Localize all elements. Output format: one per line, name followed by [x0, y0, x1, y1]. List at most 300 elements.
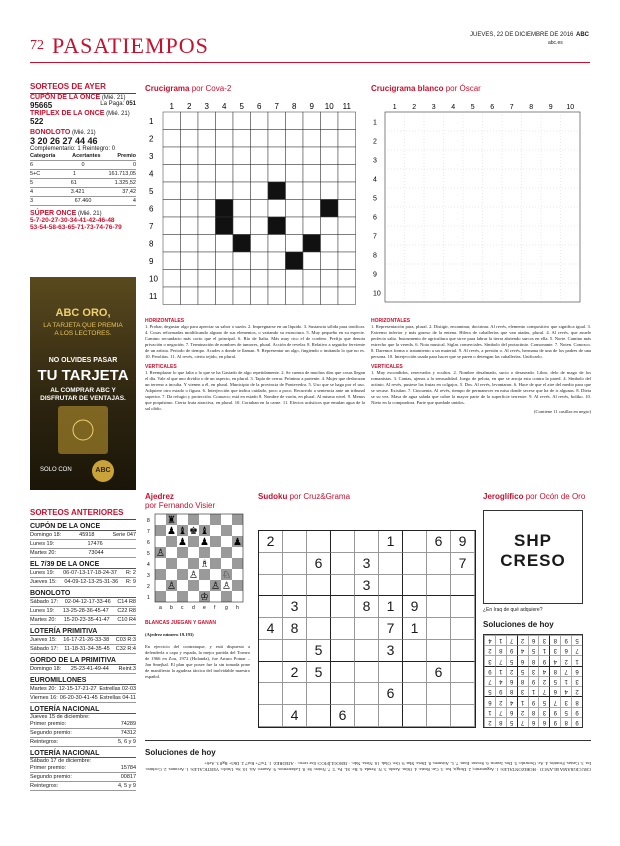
solution-cell: 6	[528, 635, 539, 645]
chess-square[interactable]	[199, 547, 210, 558]
crucigrama-title: Crucigrama por Cova-2	[145, 84, 232, 93]
solution-cell: 8	[506, 686, 517, 696]
solution-cell: 9	[549, 707, 560, 717]
cw1-cell[interactable]	[268, 252, 286, 270]
sudoku-cell[interactable]: 3	[355, 575, 379, 597]
cw1-cell[interactable]	[251, 270, 269, 288]
chess-square[interactable]	[221, 514, 232, 525]
solution-cell: 3	[549, 645, 560, 655]
sudoku-cell[interactable]: 9	[403, 596, 427, 618]
chess-square[interactable]	[188, 558, 199, 569]
cw1-cell[interactable]	[233, 200, 251, 218]
chess-square[interactable]	[199, 580, 210, 591]
sudoku-cell[interactable]	[355, 662, 379, 684]
sudoku-cell[interactable]	[427, 596, 451, 618]
cw1-cell[interactable]	[338, 287, 356, 305]
chess-board[interactable]	[145, 512, 245, 617]
sudoku-cell[interactable]	[379, 553, 403, 575]
cw1-cell[interactable]	[251, 252, 269, 270]
cw1-cell[interactable]	[303, 252, 321, 270]
solution-cell: 9	[560, 635, 571, 645]
cw1-cell[interactable]	[251, 217, 269, 235]
cw1-cell[interactable]	[268, 287, 286, 305]
cw1-cell[interactable]	[321, 252, 339, 270]
cw1-cell[interactable]	[163, 182, 181, 200]
chess-square[interactable]	[232, 569, 243, 580]
chess-square[interactable]	[155, 514, 166, 525]
cw1-cell[interactable]	[216, 147, 234, 165]
cw1-cell[interactable]	[321, 182, 339, 200]
solution-cell: 6	[549, 686, 560, 696]
brand-label: ABC	[576, 32, 589, 38]
sudoku-cell[interactable]	[331, 662, 355, 684]
soluciones-title: Soluciones de hoy	[483, 620, 554, 629]
cw1-cell[interactable]	[181, 130, 199, 148]
cw1-cell[interactable]	[251, 112, 269, 130]
sudoku-cell[interactable]	[451, 618, 475, 640]
sudoku-cell[interactable]	[259, 575, 283, 597]
sudoku-cell[interactable]	[403, 553, 427, 575]
chess-square[interactable]	[199, 514, 210, 525]
triplex-number: 522	[30, 117, 44, 126]
sudoku-cell[interactable]	[427, 575, 451, 597]
chess-square[interactable]	[210, 569, 221, 580]
cw1-cell[interactable]	[286, 165, 304, 183]
sudoku-cell[interactable]	[427, 683, 451, 705]
cw1-cell[interactable]	[321, 270, 339, 288]
sudoku-cell[interactable]	[379, 662, 403, 684]
sudoku-cell[interactable]	[331, 618, 355, 640]
chess-square[interactable]	[188, 591, 199, 602]
chess-square[interactable]	[210, 514, 221, 525]
cw1-cell[interactable]	[163, 112, 181, 130]
chess-file-label: a	[159, 605, 162, 611]
cw1-cell[interactable]	[198, 130, 216, 148]
sudoku-cell[interactable]: 6	[427, 662, 451, 684]
cw1-cell[interactable]	[338, 200, 356, 218]
cw1-cell[interactable]	[198, 235, 216, 253]
cw1-black-cell	[286, 252, 304, 270]
sudoku-cell[interactable]	[355, 531, 379, 553]
chess-square[interactable]	[199, 569, 210, 580]
cw1-cell[interactable]	[198, 270, 216, 288]
sudoku-cell[interactable]: 1	[379, 596, 403, 618]
chess-square[interactable]	[188, 514, 199, 525]
solution-cell: 4	[506, 696, 517, 706]
sudoku-cell[interactable]	[403, 662, 427, 684]
abc-oro-ad[interactable]	[30, 277, 136, 490]
cw1-cell[interactable]	[303, 217, 321, 235]
sudoku-grid[interactable]	[258, 530, 476, 728]
cw1-cell[interactable]	[163, 270, 181, 288]
chess-square[interactable]	[210, 558, 221, 569]
crucigrama-blanco-grid[interactable]	[371, 100, 591, 310]
cw1-cell[interactable]	[163, 217, 181, 235]
cw1-cell[interactable]	[163, 200, 181, 218]
sudoku-cell[interactable]: 7	[379, 618, 403, 640]
cw1-cell[interactable]	[181, 235, 199, 253]
cw1-cell[interactable]	[286, 130, 304, 148]
issue-date: JUEVES, 22 DE DICIEMBRE DE 2016	[470, 32, 574, 38]
chess-square[interactable]	[210, 525, 221, 536]
solution-cell: 8	[549, 635, 560, 645]
chess-square[interactable]	[166, 569, 177, 580]
sudoku-cell[interactable]	[331, 575, 355, 597]
sudoku-cell[interactable]	[451, 683, 475, 705]
cw1-cell[interactable]	[286, 200, 304, 218]
sudoku-cell[interactable]	[403, 683, 427, 705]
bonoloto-title: BONOLOTO	[30, 129, 71, 136]
chess-square[interactable]	[232, 547, 243, 558]
chess-rank-label: 4	[147, 562, 150, 568]
sudoku-cell[interactable]	[427, 553, 451, 575]
cw1-cell[interactable]	[286, 147, 304, 165]
sudoku-cell[interactable]: 3	[355, 553, 379, 575]
sudoku-cell[interactable]	[307, 705, 331, 727]
cw1-cell[interactable]	[181, 147, 199, 165]
chess-square[interactable]	[188, 547, 199, 558]
solution-cell: 1	[517, 696, 528, 706]
sudoku-cell[interactable]: 6	[379, 683, 403, 705]
cw1-cell[interactable]	[268, 147, 286, 165]
cw1-cell[interactable]	[181, 270, 199, 288]
chess-square[interactable]	[155, 558, 166, 569]
cw1-cell[interactable]	[286, 270, 304, 288]
sudoku-cell[interactable]	[403, 575, 427, 597]
cw1-cell[interactable]	[303, 287, 321, 305]
solution-cell: 2	[517, 707, 528, 717]
sudoku-cell[interactable]	[355, 618, 379, 640]
cw1-cell[interactable]	[163, 287, 181, 305]
cw1-cell[interactable]	[181, 217, 199, 235]
cw1-cell[interactable]	[233, 252, 251, 270]
cw1-cell[interactable]	[303, 165, 321, 183]
cw1-cell[interactable]	[321, 147, 339, 165]
sudoku-cell[interactable]: 3	[379, 640, 403, 662]
sudoku-cell[interactable]: 6	[331, 705, 355, 727]
sudoku-cell[interactable]: 5	[307, 662, 331, 684]
chess-square[interactable]	[188, 580, 199, 591]
cw1-cell[interactable]	[181, 200, 199, 218]
cw1-cell[interactable]	[303, 130, 321, 148]
chess-square[interactable]	[166, 536, 177, 547]
cw1-cell[interactable]	[233, 112, 251, 130]
chess-piece: ♜	[167, 515, 176, 526]
cw1-cell[interactable]	[251, 182, 269, 200]
cw1-cell[interactable]	[251, 130, 269, 148]
sudoku-cell[interactable]	[283, 683, 307, 705]
chess-square[interactable]	[155, 580, 166, 591]
sudoku-cell[interactable]	[307, 531, 331, 553]
cw1-cell[interactable]	[268, 270, 286, 288]
cw1-cell[interactable]	[163, 165, 181, 183]
sudoku-cell[interactable]	[331, 531, 355, 553]
sudoku-cell[interactable]	[427, 640, 451, 662]
sudoku-cell[interactable]: 8	[355, 596, 379, 618]
cw1-cell[interactable]	[338, 182, 356, 200]
sudoku-cell[interactable]	[307, 618, 331, 640]
cw1-cell[interactable]	[198, 147, 216, 165]
chess-square[interactable]	[155, 525, 166, 536]
cw1-cell[interactable]	[181, 165, 199, 183]
sudoku-cell[interactable]: 9	[451, 531, 475, 553]
cw1-cell[interactable]	[216, 130, 234, 148]
sudoku-cell[interactable]: 3	[283, 596, 307, 618]
chess-square[interactable]	[221, 536, 232, 547]
ad-line2: LA TARJETA QUE PREMIA	[43, 322, 123, 329]
cw1-cell[interactable]	[303, 182, 321, 200]
cw1-cell[interactable]	[338, 112, 356, 130]
cw1-cell[interactable]	[181, 112, 199, 130]
cw1-cell[interactable]	[251, 200, 269, 218]
sudoku-cell[interactable]	[283, 640, 307, 662]
cw1-cell[interactable]	[268, 130, 286, 148]
chess-square[interactable]	[188, 536, 199, 547]
cw1-cell[interactable]	[216, 252, 234, 270]
cw1-cell[interactable]	[233, 147, 251, 165]
sudoku-cell[interactable]: 2	[283, 662, 307, 684]
sudoku-cell[interactable]: 7	[451, 553, 475, 575]
chess-square[interactable]	[177, 569, 188, 580]
ant-nac2-row: Reintegros: 4, 5 y 9	[30, 783, 136, 789]
chess-square[interactable]	[166, 591, 177, 602]
cw1-cell[interactable]	[268, 112, 286, 130]
cw1-cell[interactable]	[303, 200, 321, 218]
chess-piece: ♟	[200, 537, 209, 548]
crucigrama-grid[interactable]	[145, 100, 365, 310]
sudoku-cell[interactable]: 2	[259, 531, 283, 553]
cw1-cell[interactable]	[198, 217, 216, 235]
solution-cell: 8	[517, 676, 528, 686]
sudoku-cell[interactable]	[427, 705, 451, 727]
ant-nacional2-sub: Sábado 17 de diciembre:	[30, 758, 92, 764]
cw1-cell[interactable]	[181, 287, 199, 305]
sudoku-cell[interactable]	[451, 575, 475, 597]
sudoku-cell[interactable]	[307, 683, 331, 705]
chess-square[interactable]	[210, 591, 221, 602]
cw1-cell[interactable]	[321, 287, 339, 305]
sudoku-cell[interactable]	[355, 640, 379, 662]
sudoku-cell[interactable]	[307, 596, 331, 618]
cw1-cell[interactable]	[268, 165, 286, 183]
solution-cell: 4	[560, 686, 571, 696]
cw2-vert-title: VERTICALES	[371, 364, 403, 370]
cw1-cell[interactable]	[216, 182, 234, 200]
sudoku-cell[interactable]: 4	[259, 618, 283, 640]
chess-square[interactable]	[177, 591, 188, 602]
sudoku-cell[interactable]: 4	[283, 705, 307, 727]
cw1-cell[interactable]	[163, 252, 181, 270]
chess-square[interactable]	[177, 547, 188, 558]
ant-prim-row: Sábado 17: 11-18-31-34-35-45 C32 R:4	[30, 646, 136, 652]
chess-rank-label: 2	[147, 584, 150, 590]
cw1-cell[interactable]	[338, 217, 356, 235]
chess-square[interactable]	[221, 525, 232, 536]
cw1-cell[interactable]	[286, 235, 304, 253]
bonoloto-numbers: 3 20 26 27 44 46	[30, 136, 98, 146]
cw1-cell[interactable]	[303, 147, 321, 165]
chess-square[interactable]	[221, 547, 232, 558]
cw1-cell[interactable]	[198, 165, 216, 183]
ant-nacional2-title: LOTERÍA NACIONAL	[30, 750, 136, 758]
sudoku-cell[interactable]	[379, 705, 403, 727]
cw1-cell[interactable]	[198, 182, 216, 200]
sudoku-cell[interactable]: 6	[307, 553, 331, 575]
cw1-cell[interactable]	[163, 130, 181, 148]
cw1-cell[interactable]	[251, 287, 269, 305]
sudoku-cell[interactable]	[259, 683, 283, 705]
cw2-horiz-clues: 1. Representación para, plural. 2. Distigir, encaminar, doctrinar. Al revés, elemento compositivo que significa igual. 3. Extremo inferior y más grueso de la entena. Hilera de caballerías que van atadas, plural. 4. Al revés, que asuele perfecto salto. Instrumento de agricultura que sirve para labrar la tierra abriendo surcos en ella. 5. Norte. Camino más estrecho que la vereda. 6. Nota musical. Siglas comerciales. Símbolo del protactinio. Consonante. 7. Noten. Conozco. 8. Daremos forma o tratamiento a un material. 9. Al revés, a presión o. Al revés, hermana de una de los padres de una persona. 10. Interjección usada para hacer que se paren o detengan las caballerías. Unificarlo.	[371, 324, 591, 359]
cw1-cell[interactable]	[198, 112, 216, 130]
solution-cell: 4	[484, 635, 495, 645]
sudoku-cell[interactable]	[259, 662, 283, 684]
cw1-cell[interactable]	[321, 235, 339, 253]
chess-square[interactable]	[210, 547, 221, 558]
cw1-cell[interactable]	[216, 165, 234, 183]
chess-square[interactable]	[232, 580, 243, 591]
sudoku-cell[interactable]	[403, 531, 427, 553]
sudoku-cell[interactable]	[451, 640, 475, 662]
sudoku-cell[interactable]	[451, 705, 475, 727]
super-once-date: (Mié. 21)	[77, 211, 102, 217]
cw1-cell[interactable]	[338, 252, 356, 270]
solution-cell: 5	[484, 686, 495, 696]
sudoku-cell[interactable]	[403, 705, 427, 727]
chess-square[interactable]	[155, 591, 166, 602]
ant-euro-title: EUROMILLONES	[30, 677, 136, 685]
chess-square[interactable]	[232, 525, 243, 536]
sudoku-cell[interactable]: 8	[283, 618, 307, 640]
cw1-cell[interactable]	[286, 112, 304, 130]
cw1-cell[interactable]	[251, 235, 269, 253]
cw1-cell[interactable]	[181, 182, 199, 200]
cw1-black-cell	[303, 235, 321, 253]
sudoku-cell[interactable]	[283, 531, 307, 553]
chess-file-label: e	[203, 605, 206, 611]
cw1-cell[interactable]	[338, 147, 356, 165]
sudoku-cell[interactable]	[331, 553, 355, 575]
chess-square[interactable]	[221, 558, 232, 569]
chess-square[interactable]	[232, 558, 243, 569]
sudoku-cell[interactable]: 6	[427, 531, 451, 553]
chess-square[interactable]	[221, 591, 232, 602]
chess-file-label: b	[170, 605, 173, 611]
chess-square[interactable]	[177, 514, 188, 525]
cw1-cell[interactable]	[163, 147, 181, 165]
cw1-cell[interactable]	[233, 287, 251, 305]
cw1-cell[interactable]	[216, 287, 234, 305]
cw1-cell[interactable]	[303, 270, 321, 288]
sudoku-cell[interactable]	[403, 640, 427, 662]
cw1-cell[interactable]	[268, 235, 286, 253]
cw2-row-label: 5	[373, 195, 377, 203]
cw1-cell[interactable]	[216, 235, 234, 253]
sudoku-cell[interactable]: 1	[403, 618, 427, 640]
sudoku-cell[interactable]	[307, 575, 331, 597]
solution-cell: 7	[484, 676, 495, 686]
sudoku-cell[interactable]	[283, 553, 307, 575]
chess-square[interactable]	[210, 536, 221, 547]
chess-square[interactable]	[166, 547, 177, 558]
chess-square[interactable]	[232, 514, 243, 525]
cw1-cell[interactable]	[233, 165, 251, 183]
cw2-row-label: 7	[373, 233, 377, 241]
sudoku-cell[interactable]	[331, 640, 355, 662]
sudoku-cell[interactable]	[355, 705, 379, 727]
solution-cell: 2	[484, 645, 495, 655]
chess-square[interactable]	[155, 536, 166, 547]
sudoku-cell[interactable]	[355, 683, 379, 705]
cw1-cell[interactable]	[181, 252, 199, 270]
sudoku-cell[interactable]	[259, 553, 283, 575]
cw1-cell[interactable]	[321, 130, 339, 148]
cw1-cell[interactable]	[216, 112, 234, 130]
cw1-col-label: 4	[222, 102, 227, 111]
cw1-cell[interactable]	[338, 235, 356, 253]
cw1-cell[interactable]	[251, 147, 269, 165]
cw1-cell[interactable]	[233, 217, 251, 235]
cw1-cell[interactable]	[198, 252, 216, 270]
cw1-cell[interactable]	[233, 130, 251, 148]
sudoku-cell[interactable]	[283, 575, 307, 597]
cw1-cell[interactable]	[286, 217, 304, 235]
ant-nac-row: Reintegros: 5, 6 y 9	[30, 739, 136, 745]
cw1-cell[interactable]	[338, 270, 356, 288]
cw1-cell[interactable]	[233, 270, 251, 288]
sudoku-cell[interactable]: 5	[307, 640, 331, 662]
sudoku-cell[interactable]: 1	[379, 531, 403, 553]
cw1-cell[interactable]	[321, 165, 339, 183]
solution-cell: 5	[506, 717, 517, 727]
bonoloto-table-row: 6 0 0	[30, 162, 136, 168]
cw1-cell[interactable]	[338, 165, 356, 183]
chess-square[interactable]	[155, 569, 166, 580]
cw1-cell[interactable]	[251, 165, 269, 183]
chess-square[interactable]	[232, 591, 243, 602]
cw1-cell[interactable]	[286, 182, 304, 200]
cw1-cell[interactable]	[321, 112, 339, 130]
sudoku-cell[interactable]	[379, 575, 403, 597]
jeroglifico-question: ¿En Iraq de qué adquiere?	[483, 607, 543, 613]
chess-square[interactable]	[177, 558, 188, 569]
cw1-cell[interactable]	[233, 182, 251, 200]
solution-cell: 6	[506, 707, 517, 717]
cw1-cell[interactable]	[163, 235, 181, 253]
chess-square[interactable]	[177, 580, 188, 591]
cw1-cell[interactable]	[303, 112, 321, 130]
sudoku-cell[interactable]	[259, 705, 283, 727]
cw1-cell[interactable]	[216, 270, 234, 288]
ant-nacional-title: LOTERÍA NACIONAL	[30, 706, 136, 714]
sudoku-cell[interactable]	[451, 596, 475, 618]
cw1-cell[interactable]	[321, 217, 339, 235]
chess-square[interactable]	[166, 558, 177, 569]
sudoku-cell[interactable]	[259, 596, 283, 618]
cw1-cell[interactable]	[198, 200, 216, 218]
sudoku-cell[interactable]	[451, 662, 475, 684]
sudoku-cell[interactable]	[427, 618, 451, 640]
sudoku-cell[interactable]	[331, 596, 355, 618]
cw1-cell[interactable]	[286, 287, 304, 305]
solution-cell: 7	[571, 645, 582, 655]
cw1-vert-title: VERTICALES	[145, 364, 177, 370]
cw1-cell[interactable]	[338, 130, 356, 148]
solution-cell: 1	[538, 645, 549, 655]
sudoku-cell[interactable]	[331, 683, 355, 705]
cw1-cell[interactable]	[268, 200, 286, 218]
sudoku-cell[interactable]	[259, 640, 283, 662]
cw1-cell[interactable]	[198, 287, 216, 305]
